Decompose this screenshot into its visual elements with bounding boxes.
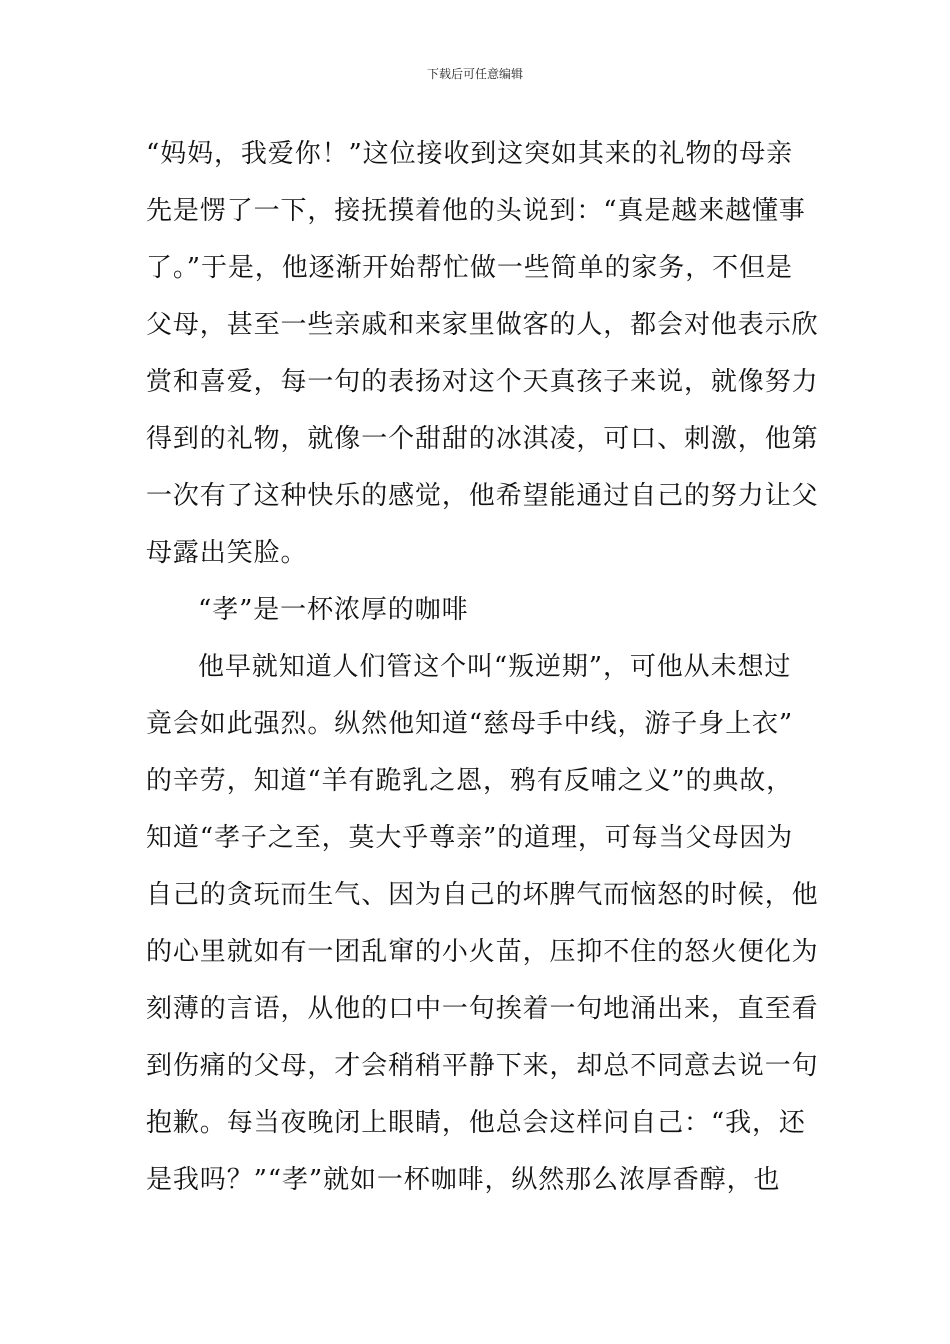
paragraph-line: 一次有了这种快乐的感觉，他希望能通过自己的努力让父 bbox=[146, 481, 819, 511]
paragraph-line: 母露出笑脸。 bbox=[146, 538, 308, 568]
paragraph-line: 的心里就如有一团乱窜的小火苗，压抑不住的怒火便化为 bbox=[146, 937, 819, 967]
paragraph-line: 他早就知道人们管这个叫“叛逆期”，可他从未想过 bbox=[198, 652, 792, 682]
paragraph-line: 的辛劳，知道“羊有跪乳之恩，鸦有反哺之义”的典故， bbox=[146, 766, 794, 796]
paragraph-line: 刻薄的言语，从他的口中一句挨着一句地涌出来，直至看 bbox=[146, 994, 819, 1024]
paragraph-line: 父母，甚至一些亲戚和来家里做客的人，都会对他表示欣 bbox=[146, 310, 819, 340]
paragraph-line: 是我吗？”“孝”就如一杯咖啡，纵然那么浓厚香醇，也 bbox=[146, 1165, 781, 1195]
paragraph-line: 到伤痛的父母，才会稍稍平静下来，却总不同意去说一句 bbox=[146, 1051, 819, 1081]
paragraph-line: 了。”于是，他逐渐开始帮忙做一些简单的家务，不但是 bbox=[146, 253, 793, 283]
paragraph-line: 得到的礼物，就像一个甜甜的冰淇凌，可口、刺激，他第 bbox=[146, 424, 819, 454]
paragraph-line: 先是愣了一下，接抚摸着他的头说到：“真是越来越懂事 bbox=[146, 196, 806, 226]
page-header: 下载后可任意编辑 bbox=[426, 67, 523, 81]
paragraph-line: 知道“孝子之至，莫大乎尊亲”的道理，可每当父母因为 bbox=[146, 823, 794, 853]
paragraph-line: 抱歉。每当夜晚闭上眼睛，他总会这样问自己：“我，还 bbox=[146, 1108, 806, 1138]
section-heading: “孝”是一杯浓厚的咖啡 bbox=[198, 595, 469, 625]
paragraph-line: “妈妈，我爱你！”这位接收到这突如其来的礼物的母亲 bbox=[146, 139, 794, 169]
paragraph-line: 赏和喜爱，每一句的表扬对这个天真孩子来说，就像努力 bbox=[146, 367, 819, 397]
paragraph-line: 竟会如此强烈。纵然他知道“慈母手中线，游子身上衣” bbox=[146, 709, 794, 739]
paragraph-line: 自己的贪玩而生气、因为自己的坏脾气而恼怒的时候，他 bbox=[146, 880, 819, 910]
